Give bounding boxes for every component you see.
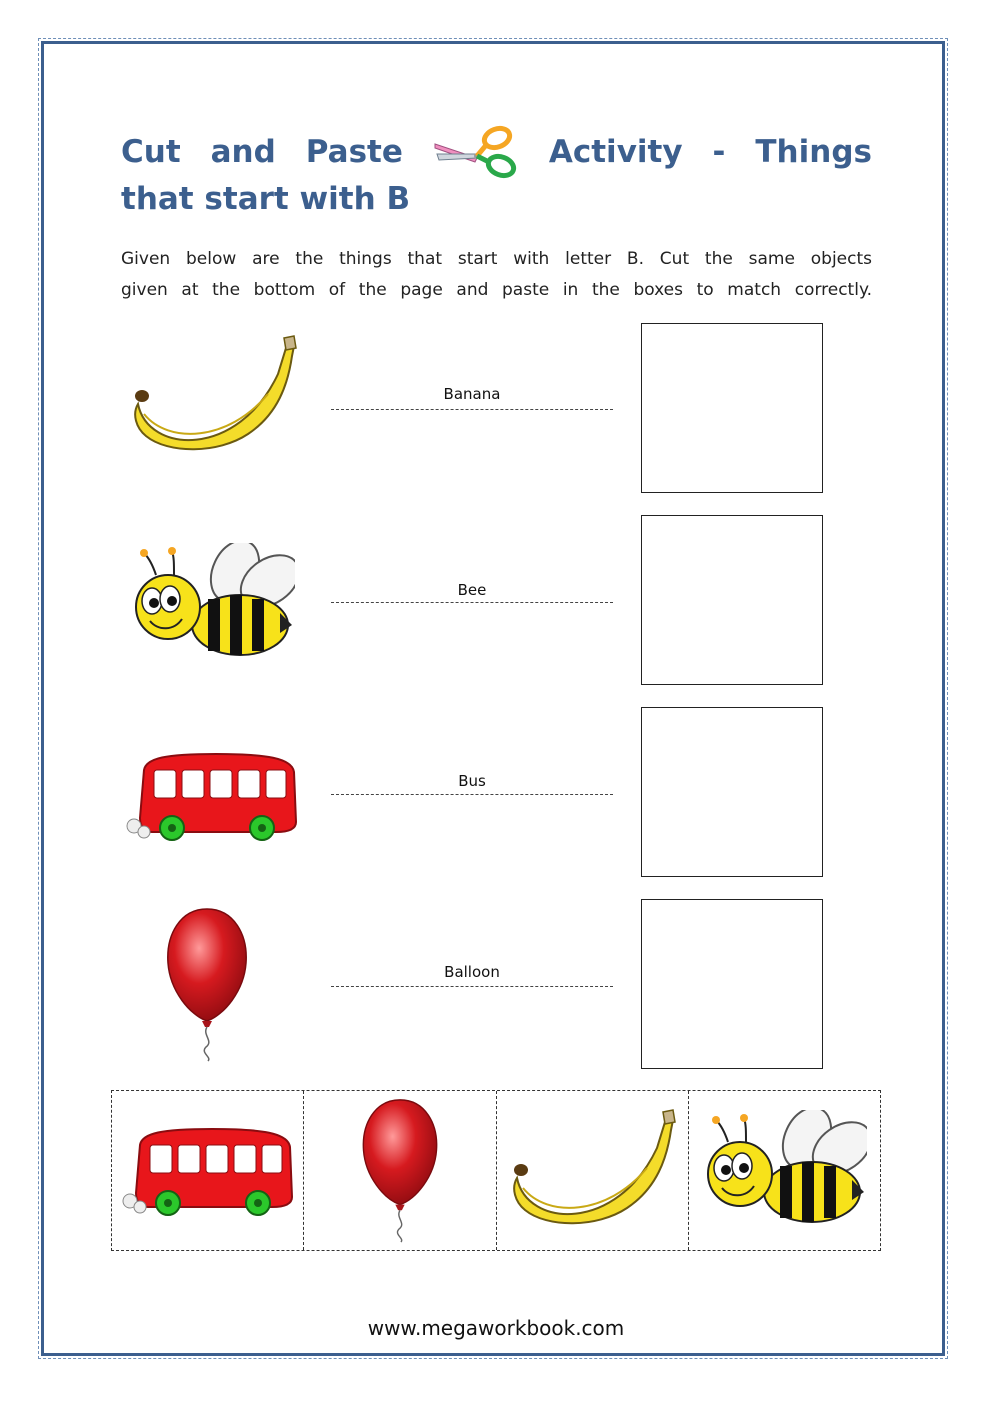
dashed-line-banana [331,409,613,410]
title-line-1 [121,124,872,180]
item-label-balloon: Balloon [444,963,500,981]
bee-icon [702,1110,867,1232]
instructions-line-1: Given below are the things that start with letter B. Cut the same objects [121,249,872,269]
scissors-icon [433,124,519,180]
bee-icon [130,543,295,669]
cutout-balloon[interactable] [304,1091,496,1250]
banana-icon [507,1108,677,1233]
title-word-paste: Paste [305,134,403,170]
cutout-strip [111,1090,881,1251]
item-label-banana: Banana [443,385,501,403]
cutout-banana[interactable] [497,1091,689,1250]
balloon-icon [162,907,252,1066]
title-word-cut: Cut [121,134,181,170]
instructions [121,244,872,306]
dashed-line-bee [331,602,613,603]
bus-icon [126,750,298,846]
paste-box-balloon[interactable] [641,899,823,1069]
item-label-bus: Bus [458,772,486,790]
footer-url[interactable]: www.megaworkbook.com [367,1316,625,1340]
paste-box-bus[interactable] [641,707,823,877]
title-word-and: and [210,134,276,170]
title-word-things: Things [755,134,872,170]
balloon-icon [355,1098,445,1243]
banana-icon [128,334,298,463]
item-label-bee: Bee [457,581,487,599]
dashed-line-bus [331,794,613,795]
title-word-activity: Activity [548,134,683,170]
paste-box-bee[interactable] [641,515,823,685]
bus-icon [122,1125,294,1217]
title-line-2: that start with B [121,181,411,217]
dashed-line-balloon [331,986,613,987]
instructions-line-2: given at the bottom of the page and paste in the boxes to match correctly. [121,280,872,300]
paste-box-banana[interactable] [641,323,823,493]
cutout-bus[interactable] [112,1091,304,1250]
title-dash: - [712,134,726,170]
cutout-bee[interactable] [689,1091,880,1250]
